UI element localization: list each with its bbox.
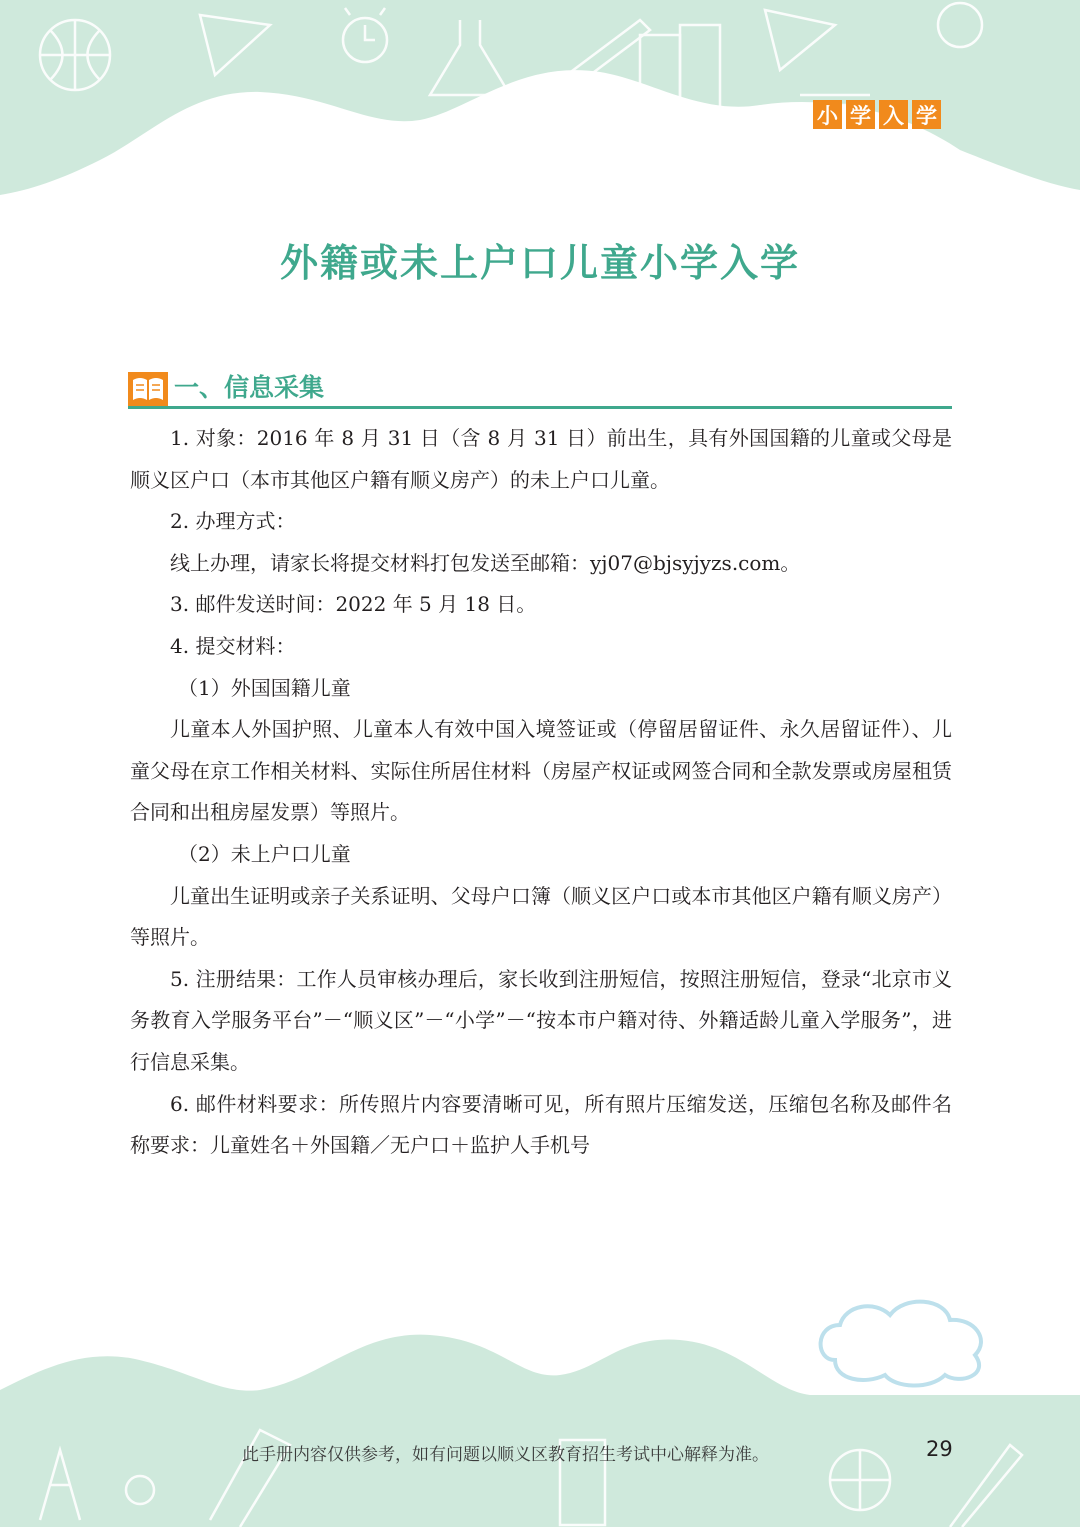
page-number: 29 <box>926 1437 953 1461</box>
paragraph: （2）未上户口儿童 <box>178 841 351 866</box>
footer-note: 此手册内容仅供参考，如有问题以顺义区教育招生考试中心解释为准。 <box>242 1445 769 1465</box>
paragraph: 4. 提交材料： <box>170 633 296 658</box>
badge-char: 学 <box>846 100 875 129</box>
paragraph: （1）外国国籍儿童 <box>178 675 351 700</box>
badge-char: 小 <box>813 100 842 129</box>
section-badge <box>813 100 941 129</box>
paragraph: 3. 邮件发送时间：2022 年 5 月 18 日。 <box>170 592 537 617</box>
section-header <box>128 368 952 409</box>
paragraph: 6. 邮件材料要求：所传照片内容要清晰可见，所有照片压缩发送，压缩包名称及邮件名称要求：儿童姓名＋外国籍／无户口＋监护人手机号 <box>130 1091 952 1158</box>
paragraph: 儿童本人外国护照、儿童本人有效中国入境签证或（停留居留证件、永久居留证件）、儿童父母在京工作相关材料、实际住所居住材料（房屋产权证或网签合同和全款发票或房屋租赁合同和出租房屋发票）等照片。 <box>130 717 952 825</box>
section-title: 一、信息采集 <box>174 373 325 402</box>
footer-background <box>0 1280 1080 1527</box>
paragraph: 儿童出生证明或亲子关系证明、父母户口簿（顺义区户口或本市其他区户籍有顺义房产）等照片。 <box>130 883 952 950</box>
paragraph: 2. 办理方式： <box>170 509 296 534</box>
paragraph: 1. 对象：2016 年 8 月 31 日（含 8 月 31 日）前出生，具有外国国籍的儿童或父母是顺义区户口（本市其他区户籍有顺义房产）的未上户口儿童。 <box>130 426 952 492</box>
badge-char: 入 <box>879 100 908 129</box>
paragraph: 线上办理，请家长将提交材料打包发送至邮箱：yj07@bjsyjyzs.com。 <box>170 550 801 575</box>
page-title: 外籍或未上户口儿童小学入学 <box>279 241 800 285</box>
main-content <box>130 418 952 1167</box>
paragraph: 5. 注册结果：工作人员审核办理后，家长收到注册短信，按照注册短信，登录“北京市义务教育入学服务平台”－“顺义区”－“小学”－“按本市户籍对待、外籍适龄儿童入学服务”，进行信息采集。 <box>130 966 952 1074</box>
badge-char: 学 <box>912 100 941 129</box>
cloud-icon <box>821 1302 981 1386</box>
open-book-icon <box>128 372 168 406</box>
